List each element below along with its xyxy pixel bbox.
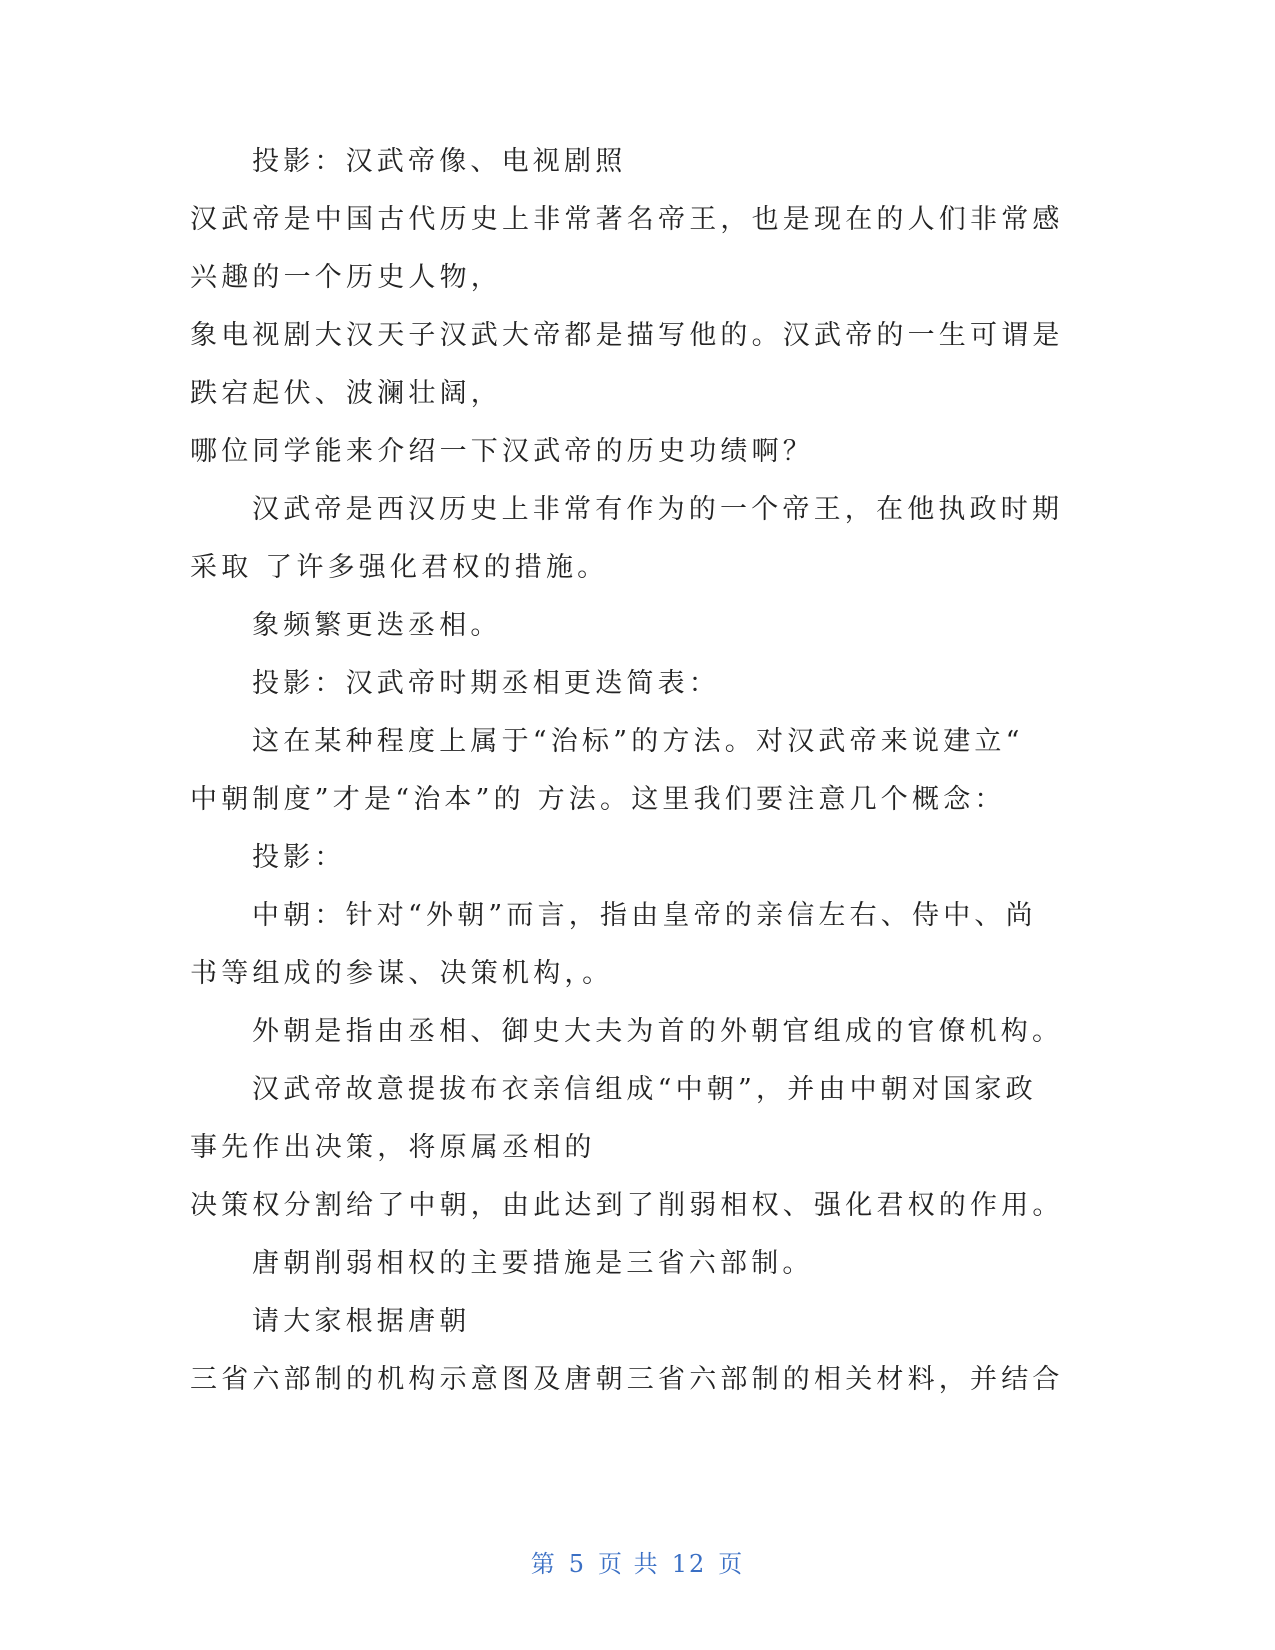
text-line: 兴趣的一个历史人物， xyxy=(190,262,502,293)
footer-prefix: 第 xyxy=(530,1550,557,1578)
text-line: 中朝制度”才是“治本”的 方法。这里我们要注意几个概念： xyxy=(190,784,1006,815)
text-line: 中朝：针对“外朝”而言，指由皇帝的亲信左右、侍中、尚 xyxy=(252,900,1037,931)
text-line: 唐朝削弱相权的主要措施是三省六部制。 xyxy=(252,1248,814,1279)
text-line: 跌宕起伏、波澜壮阔， xyxy=(190,378,502,409)
footer-suffix: 页 xyxy=(718,1550,745,1578)
text-line: 三省六部制的机构示意图及唐朝三省六部制的相关材料，并结合 xyxy=(190,1364,1064,1395)
text-line: 投影：汉武帝像、电视剧照 xyxy=(252,146,627,177)
page-footer xyxy=(0,1544,1275,1579)
text-line: 投影：汉武帝时期丞相更迭简表： xyxy=(252,668,720,699)
text-line: 象频繁更迭丞相。 xyxy=(252,610,502,641)
footer-total-pages: 12 xyxy=(671,1550,707,1578)
text-line: 汉武帝是中国古代历史上非常著名帝王，也是现在的人们非常感 xyxy=(190,204,1064,235)
text-line: 投影： xyxy=(252,842,346,873)
text-line: 这在某种程度上属于“治标”的方法。对汉武帝来说建立“ xyxy=(252,726,1024,757)
text-line: 汉武帝是西汉历史上非常有作为的一个帝王，在他执政时期 xyxy=(252,494,1064,525)
text-line: 决策权分割给了中朝，由此达到了削弱相权、强化君权的作用。 xyxy=(190,1190,1064,1221)
footer-middle: 页 共 xyxy=(598,1550,660,1578)
text-line: 外朝是指由丞相、御史大夫为首的外朝官组成的官僚机构。 xyxy=(252,1016,1064,1047)
footer-current-page: 5 xyxy=(568,1550,587,1578)
text-line: 事先作出决策，将原属丞相的 xyxy=(190,1132,596,1163)
text-line: 请大家根据唐朝 xyxy=(252,1306,471,1337)
text-line: 哪位同学能来介绍一下汉武帝的历史功绩啊？ xyxy=(190,436,814,467)
text-line: 象电视剧大汉天子汉武大帝都是描写他的。汉武帝的一生可谓是 xyxy=(190,320,1064,351)
text-line: 采取 了许多强化君权的措施。 xyxy=(190,552,609,583)
text-line: 汉武帝故意提拔布衣亲信组成“中朝”，并由中朝对国家政 xyxy=(252,1074,1037,1105)
text-line: 书等组成的参谋、决策机构，。 xyxy=(190,958,614,989)
